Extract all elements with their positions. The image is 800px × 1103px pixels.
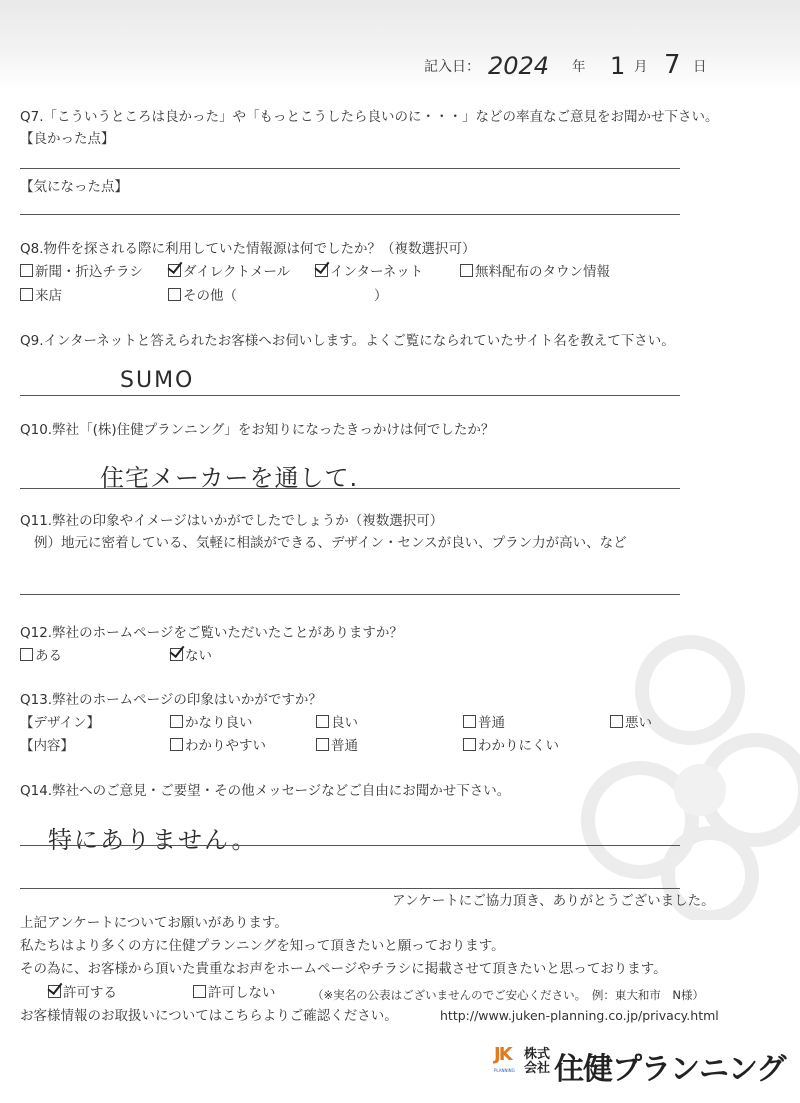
q13-design-bad[interactable]: 悪い	[610, 714, 652, 732]
q9-question: Q9.インターネットと答えられたお客様へお伺いします。よくご覧になられていたサイト名を教えて下さい。	[20, 333, 675, 349]
checkbox-icon	[20, 288, 33, 301]
deny-option[interactable]: 許可しない	[193, 984, 276, 1002]
company-logo	[494, 1042, 784, 1086]
request-line1: 上記アンケートについてお願いがあります。	[20, 915, 288, 931]
q14-extra-line	[20, 888, 680, 889]
checkbox-checked-icon	[170, 648, 183, 661]
date-year-unit: 年	[572, 59, 586, 75]
q9-answer: SUMO	[120, 368, 195, 393]
q12-option-yes[interactable]: ある	[20, 647, 62, 665]
checkbox-icon	[170, 738, 183, 751]
date-label: 記入日：	[424, 59, 480, 75]
q9-answer-line	[20, 395, 680, 396]
q11-answer-line	[20, 594, 680, 595]
q14-answer-line	[20, 845, 680, 846]
q8-option-direct-mail[interactable]: ダイレクトメール	[168, 263, 290, 281]
checkbox-icon	[610, 715, 623, 728]
date-year: 2024	[488, 52, 550, 80]
checkbox-icon	[460, 264, 473, 277]
q13-content-easy[interactable]: わかりやすい	[170, 737, 266, 755]
checkbox-icon	[463, 738, 476, 751]
checkbox-checked-icon	[315, 264, 328, 277]
q8-question: Q8.物件を探される際に利用していた情報源は何でしたか？（複数選択可）	[20, 241, 476, 257]
privacy-text: お客様情報のお取扱いについてはこちらよりご確認ください。	[20, 1008, 398, 1024]
q13-design-normal[interactable]: 普通	[463, 714, 505, 732]
q7-concern-label: 【気になった点】	[20, 179, 128, 195]
checkbox-icon	[463, 715, 476, 728]
thanks-text: アンケートにご協力頂き、ありがとうございました。	[392, 893, 715, 909]
q11-example: 例）地元に密着している、気軽に相談ができる、デザイン・センスが良い、プラン力が高い、など	[34, 535, 627, 551]
logo-company-name: 住健プランニング	[554, 1052, 786, 1087]
checkbox-icon	[20, 648, 33, 661]
q10-answer-line	[20, 488, 680, 489]
checkbox-icon	[170, 715, 183, 728]
checkbox-icon	[20, 264, 33, 277]
q13-design-good[interactable]: 良い	[316, 714, 358, 732]
date-month-unit: 月	[634, 59, 648, 75]
logo-mark-icon: JK PLANNING	[494, 1044, 515, 1073]
q11-question: Q11.弊社の印象やイメージはいかがでしたでしょうか（複数選択可）	[20, 513, 444, 529]
q7-question: Q7.「こういうところは良かった」や「もっとこうしたら良いのに・・・」などの率直なご意見をお聞かせ下さい。	[20, 109, 719, 125]
logo-kabushiki: 株式 会社	[524, 1047, 551, 1076]
checkbox-checked-icon	[48, 985, 61, 998]
date-day: 7	[664, 50, 681, 80]
privacy-url[interactable]: http://www.juken-planning.co.jp/privacy.html	[440, 1008, 719, 1023]
q10-question: Q10.弊社「(株)住健プランニング」をお知りになったきっかけは何でしたか？	[20, 422, 495, 438]
q13-content-normal[interactable]: 普通	[316, 737, 358, 755]
q7-good-line	[20, 168, 680, 169]
q13-design-label: 【デザイン】	[20, 715, 101, 731]
checkbox-icon	[193, 985, 206, 998]
q7-concern-line	[20, 214, 680, 215]
q8-option-newspaper[interactable]: 新聞・折込チラシ	[20, 263, 143, 281]
q13-design-very-good[interactable]: かなり良い	[170, 714, 253, 732]
q12-option-no[interactable]: ない	[170, 647, 212, 665]
q8-option-visit[interactable]: 来店	[20, 287, 62, 305]
q14-answer: 特にありません。	[48, 826, 258, 854]
q8-other-close: ）	[374, 288, 388, 304]
q10-answer: 住宅メーカーを通して.	[100, 464, 359, 492]
request-line3: その為に、お客様から頂いた貴重なお声をホームページやチラシに掲載させて頂きたいと思っております。	[20, 961, 667, 977]
q8-option-town-info[interactable]: 無料配布のタウン情報	[460, 263, 610, 281]
q13-content-label: 【内容】	[20, 738, 74, 754]
q8-option-internet[interactable]: インターネット	[315, 263, 423, 281]
anonymity-note: （※実名の公表はございませんのでご安心ください。 例：東大和市 N様）	[312, 988, 704, 1002]
q7-good-label: 【良かった点】	[20, 131, 115, 147]
floral-watermark	[560, 620, 800, 920]
date-month: 1	[610, 52, 626, 80]
q13-question: Q13.弊社のホームページの印象はいかがですか？	[20, 692, 322, 708]
date-day-unit: 日	[693, 59, 707, 75]
checkbox-icon	[168, 288, 181, 301]
q13-content-hard[interactable]: わかりにくい	[463, 737, 559, 755]
q14-question: Q14.弊社へのご意見・ご要望・その他メッセージなどご自由にお聞かせ下さい。	[20, 783, 511, 799]
checkbox-icon	[316, 738, 329, 751]
q8-option-other[interactable]: その他（	[168, 287, 237, 305]
q12-question: Q12.弊社のホームページをご覧いただいたことがありますか？	[20, 625, 403, 641]
request-line2: 私たちはより多くの方に住健プランニングを知って頂きたいと願っております。	[20, 938, 505, 954]
checkbox-checked-icon	[168, 264, 181, 277]
checkbox-icon	[316, 715, 329, 728]
allow-option[interactable]: 許可する	[48, 984, 117, 1002]
